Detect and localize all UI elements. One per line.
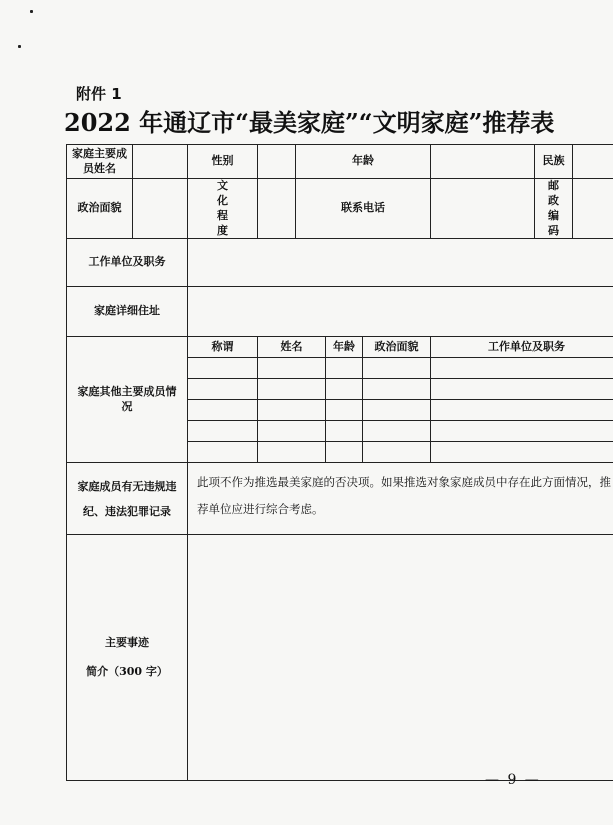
members-cell[interactable] — [188, 442, 258, 463]
phone-label: 联系电话 — [296, 179, 431, 239]
attachment-label: 附件 1 — [76, 85, 122, 103]
work-unit-field[interactable] — [188, 239, 613, 287]
members-cell[interactable] — [431, 379, 613, 400]
postal-code-field[interactable] — [573, 179, 613, 239]
members-cell[interactable] — [326, 400, 363, 421]
work-unit-label: 工作单位及职务 — [67, 239, 188, 287]
members-cell[interactable] — [431, 358, 613, 379]
ethnicity-label: 民族 — [535, 145, 573, 179]
deeds-label-line1: 主要事迹 — [105, 636, 149, 650]
ethnicity-field[interactable] — [573, 145, 613, 179]
members-cell[interactable] — [188, 358, 258, 379]
address-field[interactable] — [188, 287, 613, 337]
members-cell[interactable] — [258, 358, 326, 379]
members-cell[interactable] — [188, 379, 258, 400]
members-cell[interactable] — [326, 421, 363, 442]
members-col-age: 年龄 — [326, 337, 363, 358]
members-cell[interactable] — [326, 358, 363, 379]
members-col-political: 政治面貌 — [363, 337, 431, 358]
members-cell[interactable] — [258, 442, 326, 463]
members-label: 家庭其他主要成员情况 — [67, 337, 188, 463]
members-cell[interactable] — [188, 421, 258, 442]
address-label: 家庭详细住址 — [67, 287, 188, 337]
age-field[interactable] — [431, 145, 535, 179]
page-title: 2022 年通辽市“最美家庭”“文明家庭”推荐表 — [64, 108, 555, 137]
violation-note: 此项不作为推选最美家庭的否决项。如果推选对象家庭成员中存在此方面情况，推荐单位应进行综合考虑。 — [188, 463, 613, 535]
violation-label: 家庭成员有无违规违纪、违法犯罪记录 — [67, 463, 188, 535]
members-cell[interactable] — [431, 421, 613, 442]
phone-field[interactable] — [431, 179, 535, 239]
members-cell[interactable] — [431, 442, 613, 463]
members-cell[interactable] — [258, 400, 326, 421]
members-cell[interactable] — [363, 400, 431, 421]
gender-field[interactable] — [258, 145, 296, 179]
deeds-label — [67, 535, 188, 781]
members-col-work: 工作单位及职务 — [431, 337, 613, 358]
members-cell[interactable] — [363, 379, 431, 400]
postal-code-label: 邮政编码 — [535, 179, 573, 239]
scan-speck — [18, 45, 21, 48]
members-cell[interactable] — [363, 421, 431, 442]
political-status-label: 政治面貌 — [67, 179, 133, 239]
political-status-field[interactable] — [133, 179, 188, 239]
page-number: — 9 — — [485, 772, 541, 788]
members-cell[interactable] — [363, 358, 431, 379]
members-cell[interactable] — [326, 379, 363, 400]
scan-speck — [30, 10, 33, 13]
education-field[interactable] — [258, 179, 296, 239]
recommendation-form — [66, 144, 613, 781]
age-label: 年龄 — [296, 145, 431, 179]
members-cell[interactable] — [363, 442, 431, 463]
head-name-label: 家庭主要成员姓名 — [67, 145, 133, 179]
members-col-title: 称谓 — [188, 337, 258, 358]
members-cell[interactable] — [188, 400, 258, 421]
members-cell[interactable] — [258, 421, 326, 442]
gender-label: 性别 — [188, 145, 258, 179]
deeds-label-line2: 简介（300 字） — [86, 664, 168, 678]
members-cell[interactable] — [431, 400, 613, 421]
head-name-field[interactable] — [133, 145, 188, 179]
members-cell[interactable] — [326, 442, 363, 463]
members-cell[interactable] — [258, 379, 326, 400]
education-label: 文化程度 — [188, 179, 258, 239]
members-col-name: 姓名 — [258, 337, 326, 358]
deeds-field[interactable] — [188, 535, 613, 781]
